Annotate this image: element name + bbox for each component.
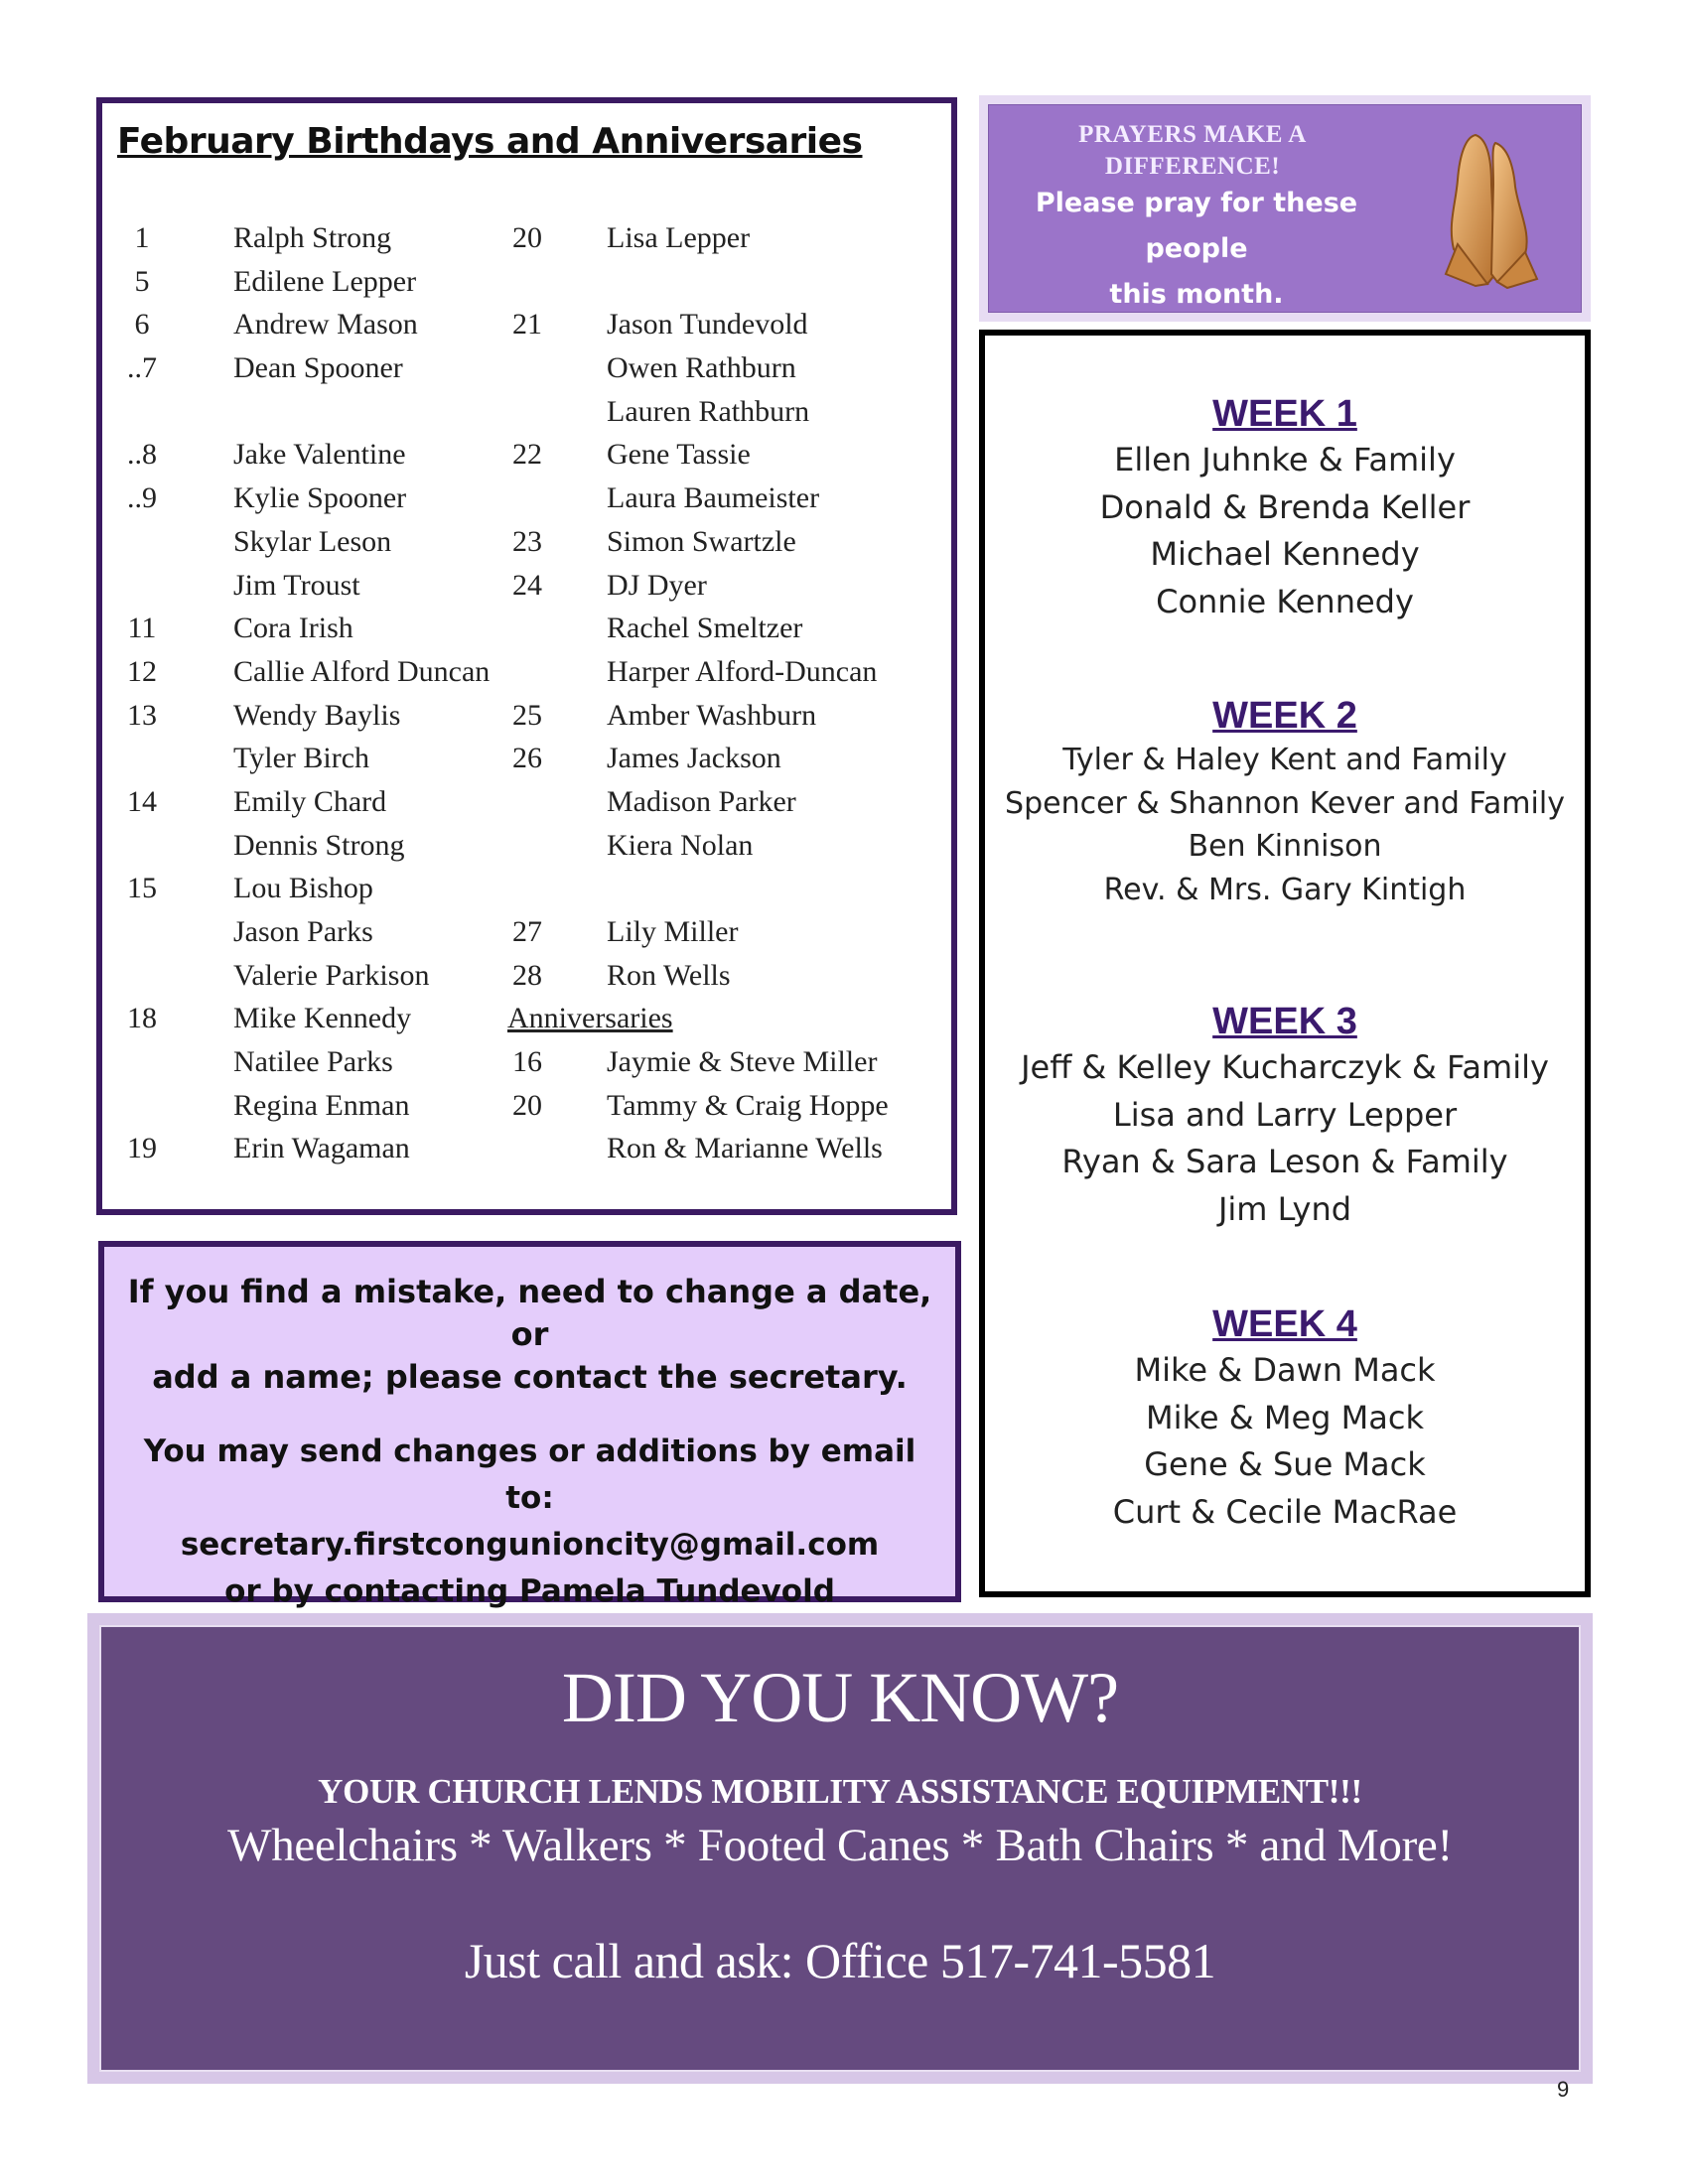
birthday-entry-name: Lisa Lepper (607, 221, 751, 254)
week-2-name: Rev. & Mrs. Gary Kintigh (1103, 873, 1467, 908)
anniversary-entry-day: 16 (512, 1045, 542, 1079)
birthday-entry-row (122, 477, 519, 520)
week-4-section (985, 1301, 1585, 1536)
birthday-entry-name: Rachel Smeltzer (607, 612, 803, 645)
birthday-entry-name: Skylar Leson (233, 524, 392, 558)
contact-secretary-panel (98, 1241, 961, 1609)
birthday-entry-row (507, 564, 944, 608)
birthday-entry-row (507, 650, 944, 694)
birthday-entry-day: 24 (512, 568, 542, 602)
birthday-entry-name: Lou Bishop (233, 872, 373, 905)
birthday-entry-name: Regina Enman (233, 1088, 410, 1122)
birthday-entry-name: Tyler Birch (233, 742, 370, 775)
prayer-title-line-2: DIFFERENCE! (1104, 153, 1281, 180)
prayer-weeks-panel (979, 330, 1591, 1597)
birthday-entry-row (507, 520, 944, 564)
did-you-know-banner (87, 1613, 1593, 2084)
birthday-entry-row (507, 867, 944, 910)
birthday-entry-name: Harper Alford-Duncan (607, 654, 878, 688)
contact-instructions (122, 1271, 937, 1399)
birthday-entry-row (507, 216, 944, 260)
prayer-subtitle (993, 181, 1400, 318)
birthday-entry-day: 18 (127, 1002, 157, 1035)
birthday-entry-name: Jake Valentine (233, 438, 406, 472)
week-1-heading: WEEK 1 (1212, 393, 1357, 435)
week-1-name: Connie Kennedy (1156, 582, 1414, 620)
birthday-entry-day: 6 (134, 308, 150, 341)
week-3-name: Jeff & Kelley Kucharczyk & Family (1021, 1048, 1549, 1086)
birthday-entry-name: Cora Irish (233, 612, 353, 645)
birthday-entry-row (507, 346, 944, 390)
praying-hands-icon (1436, 125, 1545, 289)
secretary-email[interactable]: secretary.firstcongunioncity@gmail.com (180, 1527, 880, 1563)
birthday-entry-row (122, 520, 519, 564)
birthday-entry-day: 13 (127, 698, 157, 732)
page-number: 9 (1557, 2077, 1570, 2102)
birthday-entry-row (507, 607, 944, 650)
birthday-entry-row (122, 260, 519, 304)
birthday-entry-name: Dennis Strong (233, 828, 405, 862)
prayer-sub-line-2: this month. (1109, 279, 1284, 310)
birthday-entry-day: 19 (127, 1132, 157, 1165)
birthday-entry-row (122, 1127, 519, 1170)
anniversaries-heading-row (507, 997, 944, 1040)
birthday-entry-row (507, 303, 944, 346)
birthday-entry-row (122, 650, 519, 694)
prayer-header (979, 95, 1591, 322)
birthday-entry-day: ..7 (127, 351, 157, 385)
birthday-entry-name: Callie Alford Duncan (233, 654, 491, 688)
birthday-entry-name: Andrew Mason (233, 308, 418, 341)
week-2-section (985, 693, 1585, 912)
birthday-entry-name: Owen Rathburn (607, 351, 796, 385)
birthdays-right-column (507, 216, 944, 1170)
contact-line-5: or by contacting Pamela Tundevold (224, 1573, 835, 1609)
birthday-entry-row (122, 607, 519, 650)
birthday-entry-row (122, 1084, 519, 1128)
birthday-entry-row (122, 867, 519, 910)
birthday-entry-day: 21 (512, 308, 542, 341)
week-3-name: Jim Lynd (1217, 1189, 1352, 1228)
anniversaries-heading: Anniversaries (507, 1002, 673, 1035)
birthday-entry-day: 12 (127, 654, 157, 688)
birthday-entry-row (122, 910, 519, 954)
week-3-name: Ryan & Sara Leson & Family (1061, 1143, 1508, 1180)
did-you-know-title: DID YOU KNOW? (561, 1658, 1119, 1737)
birthday-entry-name: Ralph Strong (233, 221, 392, 254)
birthday-entry-row (122, 824, 519, 868)
birthday-entry-name: Ron Wells (607, 958, 731, 992)
birthday-entry-name: Gene Tassie (607, 438, 751, 472)
birthday-entry-day: 1 (134, 221, 150, 254)
birthday-entry-name: Simon Swartzle (607, 524, 796, 558)
week-2-name: Tyler & Haley Kent and Family (1062, 743, 1507, 777)
birthday-entry-row (507, 737, 944, 780)
birthday-entry-day: 25 (512, 698, 542, 732)
week-4-name: Mike & Dawn Mack (1134, 1351, 1436, 1389)
equipment-list: Wheelchairs * Walkers * Footed Canes * Bath Chairs * and More! (227, 1820, 1453, 1871)
prayer-sub-line-1: Please pray for these people (1035, 188, 1358, 264)
birthday-entry-row (122, 954, 519, 998)
birthday-entry-day: 20 (512, 221, 542, 254)
birthday-entry-row (507, 910, 944, 954)
contact-line-3: You may send changes or additions by email to: (143, 1433, 916, 1516)
week-3-heading: WEEK 3 (1212, 1001, 1357, 1042)
birthday-entry-day: 22 (512, 438, 542, 472)
birthday-entry-name: Jason Parks (233, 915, 373, 948)
birthday-entry-row (122, 564, 519, 608)
week-1-section (985, 391, 1585, 625)
birthday-entry-name: Valerie Parkison (233, 958, 430, 992)
office-phone-line: Just call and ask: Office 517-741-5581 (464, 1933, 1216, 1988)
birthday-entry-row (507, 954, 944, 998)
birthday-entry-day: 27 (512, 915, 542, 948)
week-3-name: Lisa and Larry Lepper (1112, 1095, 1458, 1134)
birthday-entry-day: 15 (127, 872, 157, 905)
anniversary-entry-name: Tammy & Craig Hoppe (607, 1088, 889, 1122)
anniversary-entry-row (507, 1084, 944, 1128)
birthday-entry-row (122, 390, 519, 434)
prayer-header-inner (988, 104, 1582, 313)
birthday-entry-name: Emily Chard (233, 784, 387, 818)
week-2-name: Ben Kinnison (1188, 829, 1382, 865)
birthday-entry-name: Natilee Parks (233, 1045, 393, 1079)
birthday-entry-row (122, 694, 519, 738)
week-1-name: Michael Kennedy (1150, 535, 1420, 573)
week-4-name: Mike & Meg Mack (1146, 1398, 1424, 1436)
birthday-entry-name: Edilene Lepper (233, 264, 417, 298)
birthday-entry-name: Lauren Rathburn (607, 394, 810, 428)
prayer-title (999, 119, 1386, 183)
week-2-heading: WEEK 2 (1212, 695, 1357, 737)
week-4-heading: WEEK 4 (1212, 1303, 1357, 1345)
birthday-entry-name: Dean Spooner (233, 351, 403, 385)
birthday-entry-name: James Jackson (607, 742, 781, 775)
birthday-entry-name: Erin Wagaman (233, 1132, 410, 1165)
birthday-entry-row (122, 303, 519, 346)
birthday-entry-day: 23 (512, 524, 542, 558)
birthday-entry-row (507, 390, 944, 434)
birthday-entry-day: 11 (127, 612, 157, 645)
birthday-entry-name: DJ Dyer (607, 568, 707, 602)
birthday-entry-row (122, 780, 519, 824)
birthdays-panel (96, 97, 957, 1215)
birthday-entry-name: Jason Tundevold (607, 308, 808, 341)
week-4-name: Curt & Cecile MacRae (1112, 1492, 1458, 1531)
birthday-entry-name: Kiera Nolan (607, 828, 754, 862)
anniversary-entry-day: 20 (512, 1088, 542, 1122)
birthdays-left-column (122, 216, 519, 1170)
birthday-entry-row (122, 346, 519, 390)
anniversary-entry-name: Ron & Marianne Wells (607, 1132, 883, 1165)
birthday-entry-name: Laura Baumeister (607, 481, 820, 515)
birthday-entry-name: Madison Parker (607, 784, 796, 818)
birthday-entry-row (122, 737, 519, 780)
birthday-entry-row (122, 216, 519, 260)
birthdays-title: February Birthdays and Anniversaries (117, 121, 863, 162)
birthday-entry-row (122, 997, 519, 1040)
anniversary-entry-row (507, 1040, 944, 1084)
birthday-entry-day: 28 (512, 958, 542, 992)
anniversary-entry-row (507, 1127, 944, 1170)
contact-line-2: add a name; please contact the secretary. (152, 1358, 908, 1396)
birthday-entry-row (122, 433, 519, 477)
birthday-entry-name: Lily Miller (607, 915, 739, 948)
week-3-section (985, 999, 1585, 1233)
week-4-name: Gene & Sue Mack (1144, 1445, 1426, 1483)
birthday-entry-row (507, 780, 944, 824)
birthday-entry-name: Mike Kennedy (233, 1002, 412, 1035)
week-2-name: Spencer & Shannon Kever and Family (1005, 785, 1565, 821)
birthday-entry-name: Amber Washburn (607, 698, 817, 732)
birthday-entry-day: 26 (512, 742, 542, 775)
did-you-know-inner (99, 1625, 1581, 2072)
birthday-entry-day: ..9 (127, 481, 157, 515)
contact-line-1: If you find a mistake, need to change a date, or (127, 1273, 932, 1353)
birthday-entry-name: Kylie Spooner (233, 481, 407, 515)
birthday-entry-name: Wendy Baylis (233, 698, 401, 732)
week-1-name: Donald & Brenda Keller (1099, 487, 1471, 526)
birthday-entry-day: 14 (127, 784, 157, 818)
birthday-entry-day: ..8 (127, 438, 157, 472)
birthday-entry-row (507, 694, 944, 738)
birthday-entry-row (122, 1040, 519, 1084)
anniversary-entry-name: Jaymie & Steve Miller (607, 1045, 878, 1079)
birthday-entry-row (507, 477, 944, 520)
birthday-entry-row (507, 824, 944, 868)
birthday-entry-row (507, 260, 944, 304)
birthday-entry-day: 5 (134, 264, 150, 298)
birthday-entry-name: Jim Troust (233, 568, 360, 602)
prayer-title-line-1: PRAYERS MAKE A (1078, 121, 1307, 148)
week-1-name: Ellen Juhnke & Family (1114, 441, 1456, 478)
did-you-know-subtitle: YOUR CHURCH LENDS MOBILITY ASSISTANCE EQUIPMENT!!! (318, 1772, 1362, 1811)
birthday-entry-row (507, 433, 944, 477)
